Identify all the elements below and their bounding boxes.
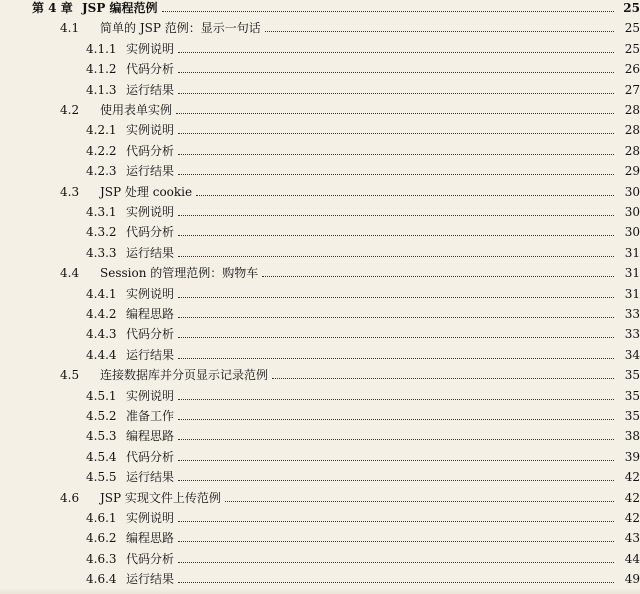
- toc-entry-title: 实例说明: [126, 286, 175, 301]
- dot-leader: [178, 357, 614, 359]
- toc-section-entry: [0, 362, 640, 382]
- toc-entry-number: 第 4 章: [32, 1, 73, 15]
- toc-entry-number: 4.3.2: [86, 225, 117, 240]
- toc-page-number: 34: [624, 347, 640, 362]
- toc-page-number: 35: [624, 368, 640, 383]
- toc-page-number: 25: [623, 1, 640, 15]
- toc-entry-title: 实例说明: [126, 123, 175, 138]
- toc-subsection-entry: [0, 199, 640, 219]
- toc-subsection-entry: [0, 117, 640, 137]
- toc-entry-number: 4.3.1: [86, 205, 117, 219]
- toc-entry-number: 4.4: [60, 266, 80, 281]
- toc-page-number: 28: [624, 143, 640, 158]
- toc-page-number: 26: [624, 62, 640, 77]
- toc-entry-number: 4.3: [60, 184, 80, 199]
- toc-subsection-entry: [0, 56, 640, 76]
- toc-page-number: 33: [624, 307, 640, 321]
- toc-subsection-entry: [0, 525, 640, 545]
- toc-entry-number: 4.2.2: [86, 143, 117, 158]
- toc-entry-title: 使用表单实例: [100, 103, 173, 117]
- dot-leader: [225, 500, 614, 502]
- toc-page-number: 39: [624, 449, 640, 464]
- toc-subsection-entry: [0, 403, 640, 423]
- toc-entry-number: 4.5: [60, 368, 80, 383]
- dot-leader: [178, 71, 614, 73]
- toc-entry-title: 运行结果: [126, 164, 175, 179]
- toc-subsection-entry: [0, 240, 640, 260]
- toc-subsection-entry: [0, 342, 640, 362]
- toc-page-number: 29: [624, 164, 640, 179]
- toc-subsection-entry: [0, 383, 640, 403]
- dot-leader: [178, 561, 614, 563]
- toc-section-entry: [0, 97, 640, 117]
- toc-entry-title: 代码分析: [126, 449, 175, 464]
- toc-entry-number: 4.5.1: [86, 388, 117, 403]
- toc-entry-number: 4.1: [60, 21, 80, 36]
- toc-page-number: 30: [624, 184, 640, 199]
- toc-entry-number: 4.6.3: [86, 551, 117, 566]
- dot-leader: [178, 296, 614, 298]
- toc-entry-title: 实例说明: [126, 41, 175, 56]
- toc-entry-title: 运行结果: [126, 347, 175, 362]
- dot-leader: [178, 581, 614, 583]
- toc-entry-number: 4.5.4: [86, 449, 117, 464]
- toc-entry-title: JSP 实现文件上传范例: [100, 490, 221, 505]
- toc-page-number: 35: [624, 409, 640, 423]
- toc-entry-title: 连接数据库并分页显示记录范例: [100, 368, 269, 383]
- toc-page-number: 42: [624, 511, 640, 525]
- toc-entry-number: 4.5.3: [86, 429, 117, 444]
- dot-leader: [178, 336, 614, 338]
- toc-entry-title: 运行结果: [126, 245, 175, 260]
- toc-subsection-entry: [0, 505, 640, 525]
- dot-leader: [178, 153, 614, 155]
- toc-subsection-entry: [0, 77, 640, 97]
- toc-entry-title: 代码分析: [126, 551, 175, 566]
- toc-page-number: 30: [624, 205, 640, 219]
- toc-entry-title: JSP 编程范例: [82, 1, 158, 15]
- dot-leader: [196, 194, 614, 196]
- toc-subsection-entry: [0, 444, 640, 464]
- toc-section-entry: [0, 260, 640, 280]
- toc-page-number: 30: [624, 225, 640, 240]
- toc-entry-number: 4.2.1: [86, 123, 117, 138]
- toc-entry-title: 代码分析: [126, 327, 175, 342]
- toc-entry-title: 实例说明: [126, 388, 175, 403]
- toc-chapter-entry: [0, 0, 640, 15]
- toc-entry-title: 准备工作: [126, 409, 175, 423]
- dot-leader: [178, 438, 614, 440]
- toc-subsection-entry: [0, 158, 640, 178]
- dot-leader: [178, 520, 614, 522]
- toc-section-entry: [0, 485, 640, 505]
- toc-page-number: 35: [624, 388, 640, 403]
- toc-entry-title: 编程思路: [126, 429, 175, 444]
- dot-leader: [178, 51, 614, 53]
- toc-entry-number: 4.4.2: [86, 307, 117, 321]
- toc-page-number: 33: [624, 327, 640, 342]
- toc-entry-title: 运行结果: [126, 470, 175, 485]
- toc-entry-number: 4.4.4: [86, 347, 117, 362]
- toc-subsection-entry: [0, 321, 640, 341]
- toc-section-entry: [0, 179, 640, 199]
- dot-leader: [162, 10, 614, 12]
- toc-page-number: 38: [624, 429, 640, 444]
- toc-subsection-entry: [0, 546, 640, 566]
- toc-entry-title: 实例说明: [126, 205, 175, 219]
- toc-entry-number: 4.6.4: [86, 572, 117, 587]
- dot-leader: [178, 173, 614, 175]
- toc-entry-number: 4.1.1: [86, 41, 117, 56]
- dot-leader: [178, 398, 614, 400]
- toc-entry-number: 4.2: [60, 103, 80, 117]
- dot-leader: [178, 234, 614, 236]
- toc-page-number: 42: [624, 490, 640, 505]
- toc-entry-number: 4.6.2: [86, 531, 117, 546]
- toc-section-entry: [0, 15, 640, 35]
- toc-entry-title: 代码分析: [126, 62, 175, 77]
- toc-page-number: 44: [624, 551, 640, 566]
- dot-leader: [178, 132, 614, 134]
- toc-page-number: 31: [624, 245, 640, 260]
- toc-page-number: 49: [624, 572, 640, 587]
- toc-entry-number: 4.4.1: [86, 286, 117, 301]
- toc-entry-number: 4.3.3: [86, 245, 117, 260]
- toc-page-number: 27: [624, 82, 640, 97]
- toc-page-number: 31: [624, 266, 640, 281]
- toc-subsection-entry: [0, 464, 640, 484]
- toc-entry-title: 代码分析: [126, 143, 175, 158]
- dot-leader: [272, 377, 614, 379]
- dot-leader: [178, 479, 614, 481]
- toc-page-number: 25: [624, 41, 640, 56]
- page-edge-shadow: [0, 588, 640, 594]
- toc-entry-title: 代码分析: [126, 225, 175, 240]
- toc-page-number: 43: [624, 531, 640, 546]
- dot-leader: [178, 92, 614, 94]
- dot-leader: [262, 275, 614, 277]
- dot-leader: [178, 459, 614, 461]
- toc-entry-number: 4.1.2: [86, 62, 117, 77]
- toc-entry-title: Session 的管理范例：购物车: [100, 266, 259, 281]
- toc-entry-number: 4.1.3: [86, 82, 117, 97]
- toc-entry-title: 编程思路: [126, 531, 175, 546]
- toc-entry-title: 简单的 JSP 范例：显示一句话: [100, 21, 261, 36]
- toc-entry-title: 运行结果: [126, 82, 175, 97]
- dot-leader: [178, 418, 614, 420]
- dot-leader: [265, 30, 614, 32]
- toc-page-number: 42: [624, 470, 640, 485]
- toc-subsection-entry: [0, 423, 640, 443]
- toc-page-number: 28: [624, 103, 640, 117]
- toc-entry-number: 4.6: [60, 490, 80, 505]
- toc-subsection-entry: [0, 36, 640, 56]
- toc-subsection-entry: [0, 281, 640, 301]
- toc-page-number: 28: [624, 123, 640, 138]
- dot-leader: [178, 316, 614, 318]
- toc-entry-title: JSP 处理 cookie: [100, 184, 193, 199]
- dot-leader: [178, 255, 614, 257]
- toc-page-number: 25: [624, 21, 640, 36]
- toc-subsection-entry: [0, 301, 640, 321]
- toc-entry-number: 4.5.5: [86, 470, 117, 485]
- toc-subsection-entry: [0, 138, 640, 158]
- toc-entry-title: 运行结果: [126, 572, 175, 587]
- dot-leader: [178, 214, 614, 216]
- toc-entry-number: 4.4.3: [86, 327, 117, 342]
- toc-subsection-entry: [0, 219, 640, 239]
- toc-entry-number: 4.6.1: [86, 511, 117, 525]
- toc-entry-number: 4.5.2: [86, 409, 117, 423]
- dot-leader: [178, 540, 614, 542]
- toc-entry-number: 4.2.3: [86, 164, 117, 179]
- toc-page-number: 31: [624, 286, 640, 301]
- toc-entry-title: 编程思路: [126, 307, 175, 321]
- toc-subsection-entry: [0, 566, 640, 586]
- dot-leader: [176, 112, 614, 114]
- toc-entry-title: 实例说明: [126, 511, 175, 525]
